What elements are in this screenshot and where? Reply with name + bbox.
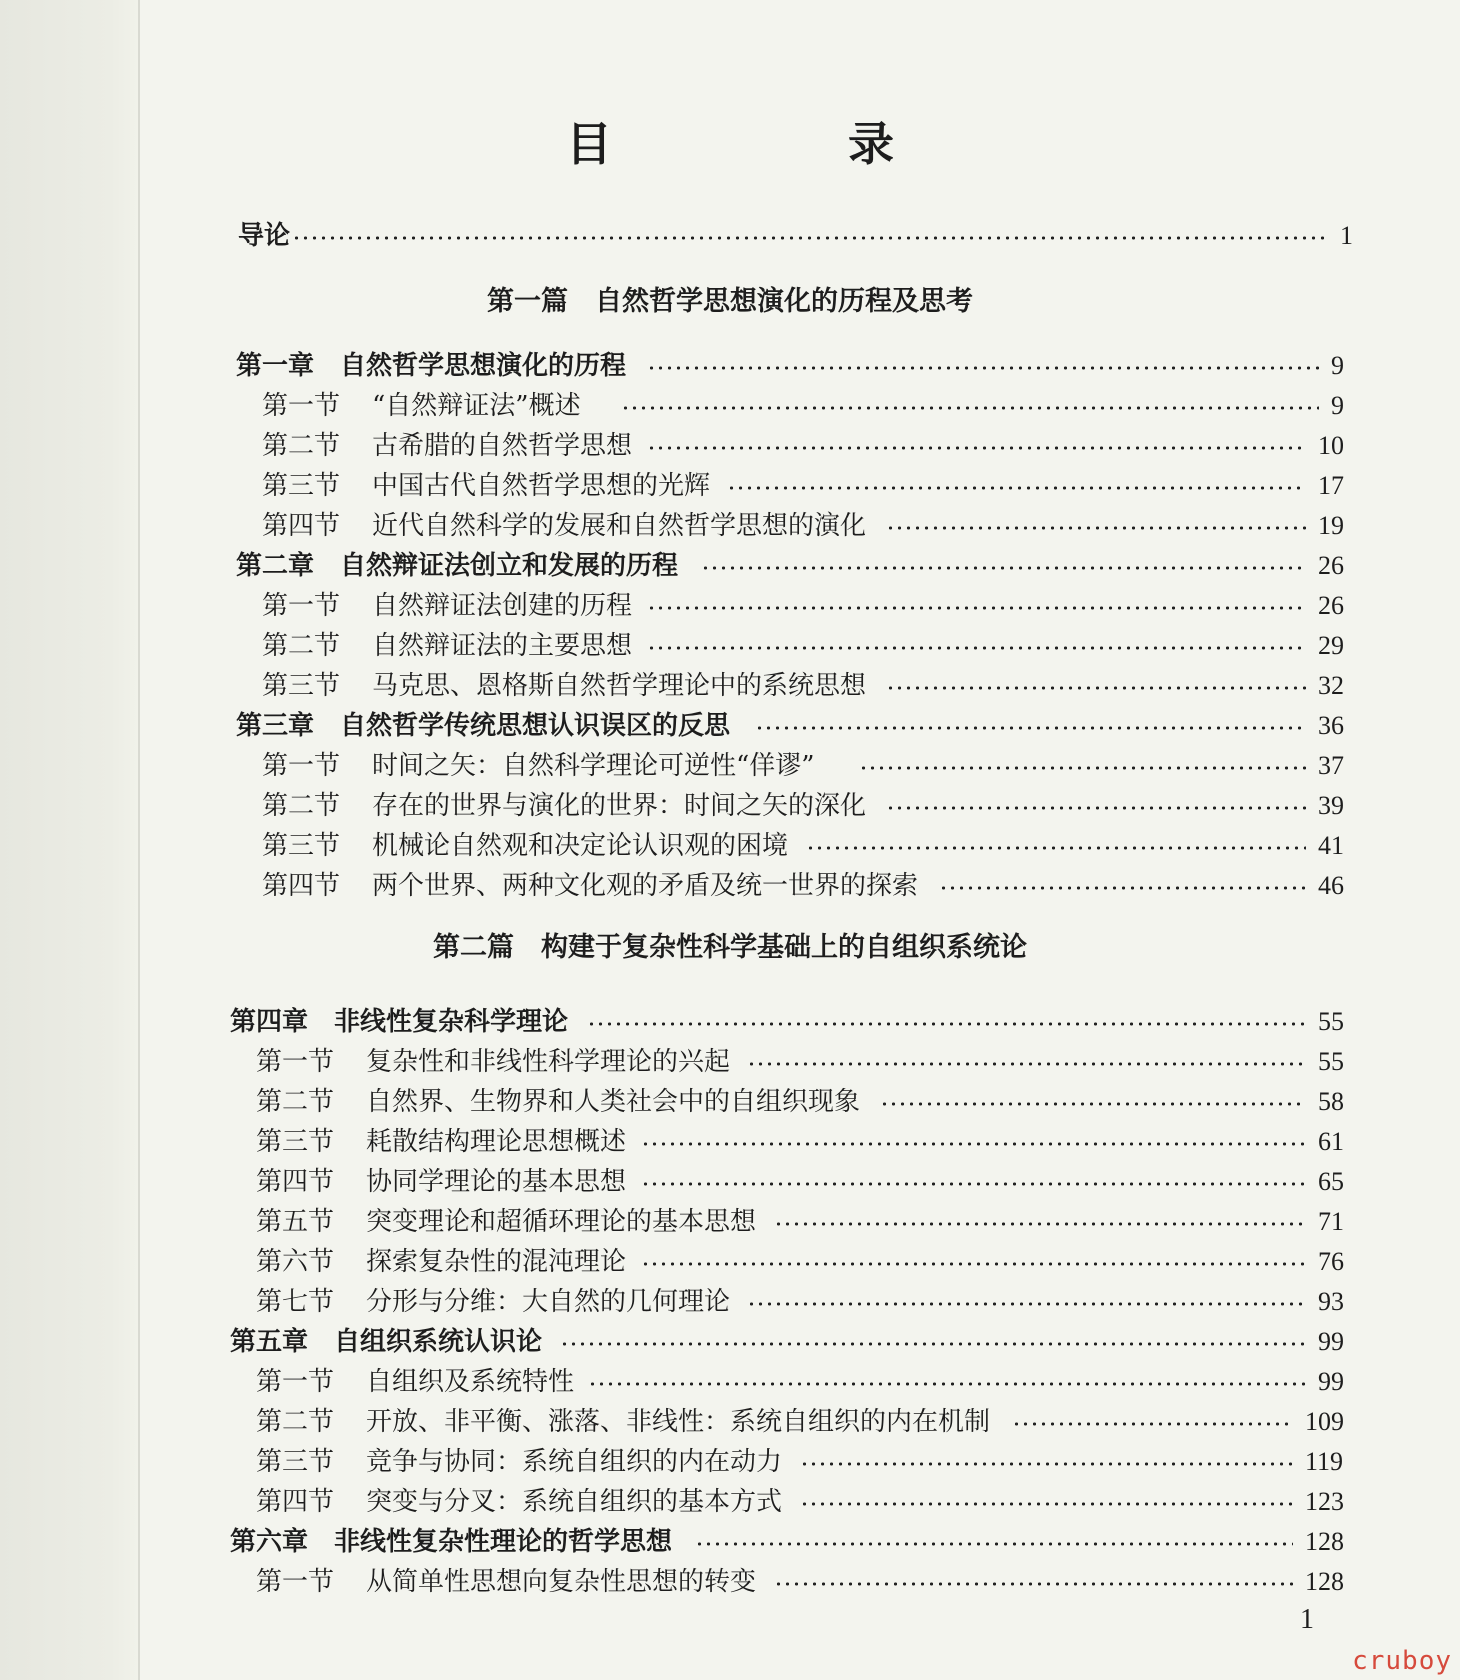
toc-page-number: 9 — [1331, 351, 1344, 380]
toc-page-number: 41 — [1318, 831, 1344, 860]
leader-dots — [727, 486, 1307, 490]
toc-page-number: 58 — [1318, 1087, 1344, 1116]
toc-page-number: 39 — [1318, 791, 1344, 820]
page-title: 目 录 — [565, 117, 1004, 171]
toc-section-number: 第一节 — [262, 591, 341, 621]
leader-dots — [560, 1342, 1306, 1346]
toc-page-number: 99 — [1318, 1327, 1344, 1356]
part-heading-1: 第一篇 自然哲学思想演化的历程及思考 — [487, 286, 973, 317]
toc-section-title: 耗散结构理论思想概述 — [366, 1127, 627, 1157]
toc-page-number: 37 — [1318, 751, 1344, 780]
toc-section-number: 第二节 — [256, 1407, 335, 1437]
toc-section-title: 开放、非平衡、涨落、非线性：系统自组织的内在机制 — [366, 1407, 991, 1437]
toc-page-number: 61 — [1318, 1127, 1344, 1156]
leader-dots — [886, 686, 1307, 690]
leader-dots — [747, 1302, 1306, 1306]
toc-section-number: 第七节 — [256, 1287, 335, 1317]
toc-section-number: 第一节 — [262, 751, 341, 781]
toc-section-number: 第一节 — [262, 391, 341, 421]
toc-chapter-title: 第二章 自然辩证法创立和发展的历程 — [236, 551, 679, 581]
leader-dots — [647, 446, 1306, 450]
toc-page-number: 99 — [1318, 1367, 1344, 1396]
leader-dots — [292, 236, 1327, 240]
toc-page-number: 17 — [1318, 471, 1344, 500]
toc-intro-label: 导论 — [238, 221, 291, 251]
toc-section-title: 时间之矢：自然科学理论可逆性“佯谬” — [372, 751, 815, 781]
leader-dots — [747, 1062, 1306, 1066]
toc-chapter-row[interactable] — [0, 1322, 1460, 1362]
toc-section-number: 第五节 — [256, 1207, 335, 1237]
toc-section-row[interactable] — [0, 626, 1460, 666]
toc-section-row[interactable] — [0, 426, 1460, 466]
toc-chapter-title: 第六章 非线性复杂性理论的哲学思想 — [230, 1527, 673, 1557]
toc-chapter-row[interactable] — [0, 706, 1460, 746]
toc-section-row[interactable] — [0, 1162, 1460, 1202]
toc-section-row[interactable] — [0, 586, 1460, 626]
toc-section-number: 第一节 — [256, 1047, 335, 1077]
toc-section-row[interactable] — [0, 786, 1460, 826]
toc-section-title: 自然界、生物界和人类社会中的自组织现象 — [366, 1087, 861, 1117]
leader-dots — [880, 1102, 1307, 1106]
leader-dots — [1012, 1422, 1293, 1426]
toc-section-title: 机械论自然观和决定论认识观的困境 — [372, 831, 789, 861]
toc-page-number: 119 — [1305, 1447, 1344, 1476]
toc-page-number: 19 — [1318, 511, 1344, 540]
toc-page-number: 65 — [1318, 1167, 1344, 1196]
leader-dots — [800, 1502, 1293, 1506]
toc-section-title: 分形与分维：大自然的几何理论 — [366, 1287, 731, 1317]
toc-section-title: 自然辩证法的主要思想 — [372, 631, 633, 661]
toc-section-number: 第二节 — [262, 631, 341, 661]
leader-dots — [800, 1462, 1293, 1466]
toc-page-number: 93 — [1318, 1287, 1344, 1316]
toc-chapter-row[interactable] — [0, 546, 1460, 586]
toc-section-title: 近代自然科学的发展和自然哲学思想的演化 — [372, 511, 867, 541]
toc-section-title: 竞争与协同：系统自组织的内在动力 — [366, 1447, 783, 1477]
toc-section-number: 第一节 — [256, 1567, 335, 1597]
toc-section-row[interactable] — [0, 1482, 1460, 1522]
toc-page-number: 71 — [1318, 1207, 1344, 1236]
leader-dots — [647, 366, 1319, 370]
toc-section-title: 中国古代自然哲学思想的光辉 — [372, 471, 711, 501]
toc-section-number: 第二节 — [256, 1087, 335, 1117]
toc-section-number: 第一节 — [256, 1367, 335, 1397]
leader-dots — [755, 726, 1306, 730]
leader-dots — [859, 766, 1306, 770]
toc-section-title: 存在的世界与演化的世界：时间之矢的深化 — [372, 791, 867, 821]
toc-section-row[interactable] — [0, 826, 1460, 866]
leader-dots — [641, 1182, 1306, 1186]
toc-chapter-row[interactable] — [0, 346, 1460, 386]
toc-section-title: 突变与分叉：系统自组织的基本方式 — [366, 1487, 783, 1517]
leader-dots — [641, 1142, 1306, 1146]
toc-section-row[interactable] — [0, 1442, 1460, 1482]
toc-page-number: 128 — [1305, 1567, 1344, 1596]
toc-section-title: 自组织及系统特性 — [366, 1367, 575, 1397]
toc-chapter-title: 第五章 自组织系统认识论 — [230, 1327, 543, 1357]
toc-section-number: 第四节 — [262, 871, 341, 901]
leader-dots — [774, 1582, 1294, 1586]
toc-chapter-title: 第四章 非线性复杂科学理论 — [230, 1007, 569, 1037]
leader-dots — [886, 806, 1307, 810]
toc-page-number: 29 — [1318, 631, 1344, 660]
toc-section-number: 第四节 — [256, 1167, 335, 1197]
toc-page-number: 26 — [1318, 591, 1344, 620]
toc-intro-page: 1 — [1340, 221, 1353, 250]
toc-chapter-row[interactable] — [0, 1002, 1460, 1042]
toc-section-number: 第三节 — [262, 471, 341, 501]
toc-intro-row[interactable] — [0, 216, 1460, 256]
toc-page-number: 76 — [1318, 1247, 1344, 1276]
toc-section-row[interactable] — [0, 1122, 1460, 1162]
toc-section-row[interactable] — [0, 1082, 1460, 1122]
page-number: 1 — [1300, 1604, 1314, 1635]
leader-dots — [587, 1022, 1306, 1026]
toc-section-title: 古希腊的自然哲学思想 — [372, 431, 633, 461]
toc-chapter-title: 第一章 自然哲学思想演化的历程 — [236, 351, 627, 381]
toc-section-number: 第四节 — [262, 511, 341, 541]
toc-section-title: 突变理论和超循环理论的基本思想 — [366, 1207, 757, 1237]
toc-section-title: 探索复杂性的混沌理论 — [366, 1247, 627, 1277]
toc-section-title: 两个世界、两种文化观的矛盾及统一世界的探索 — [372, 871, 919, 901]
toc-section-number: 第三节 — [262, 671, 341, 701]
toc-section-title: 马克思、恩格斯自然哲学理论中的系统思想 — [372, 671, 867, 701]
toc-section-number: 第六节 — [256, 1247, 335, 1277]
toc-section-row[interactable] — [0, 386, 1460, 426]
toc-section-row[interactable] — [0, 1242, 1460, 1282]
toc-page-number: 55 — [1318, 1047, 1344, 1076]
toc-page-number: 109 — [1305, 1407, 1344, 1436]
leader-dots — [647, 606, 1306, 610]
leader-dots — [621, 406, 1320, 410]
toc-page-number: 32 — [1318, 671, 1344, 700]
leader-dots — [886, 526, 1307, 530]
toc-section-title: 自然辩证法创建的历程 — [372, 591, 633, 621]
toc-chapter-title: 第三章 自然哲学传统思想认识误区的反思 — [236, 711, 731, 741]
part-heading-2: 第二篇 构建于复杂性科学基础上的自组织系统论 — [433, 932, 1027, 963]
toc-section-row[interactable] — [0, 466, 1460, 506]
toc-page-number: 55 — [1318, 1007, 1344, 1036]
toc-page-number: 46 — [1318, 871, 1344, 900]
leader-dots — [647, 646, 1306, 650]
watermark-text: cruboy — [1352, 1646, 1452, 1676]
toc-section-row[interactable] — [0, 1562, 1460, 1602]
toc-page-number: 10 — [1318, 431, 1344, 460]
toc-section-title: 协同学理论的基本思想 — [366, 1167, 627, 1197]
toc-section-row[interactable] — [0, 1402, 1460, 1442]
toc-section-row[interactable] — [0, 1202, 1460, 1242]
toc-page-number: 26 — [1318, 551, 1344, 580]
toc-page-number: 9 — [1331, 391, 1344, 420]
toc-section-number: 第三节 — [256, 1447, 335, 1477]
toc-section-row[interactable] — [0, 1042, 1460, 1082]
toc-page-number: 128 — [1305, 1527, 1344, 1556]
toc-section-row[interactable] — [0, 506, 1460, 546]
toc-section-number: 第三节 — [262, 831, 341, 861]
toc-section-number: 第四节 — [256, 1487, 335, 1517]
toc-section-row[interactable] — [0, 866, 1460, 906]
toc-chapter-row[interactable] — [0, 1522, 1460, 1562]
leader-dots — [641, 1262, 1306, 1266]
leader-dots — [588, 1382, 1306, 1386]
toc-section-number: 第三节 — [256, 1127, 335, 1157]
toc-section-title: 复杂性和非线性科学理论的兴起 — [366, 1047, 731, 1077]
leader-dots — [806, 846, 1306, 850]
toc-section-row[interactable] — [0, 1282, 1460, 1322]
toc-section-title: 从简单性思想向复杂性思想的转变 — [366, 1567, 757, 1597]
toc-page-number: 36 — [1318, 711, 1344, 740]
toc-section-row[interactable] — [0, 746, 1460, 786]
leader-dots — [774, 1222, 1307, 1226]
leader-dots — [939, 886, 1307, 890]
toc-page-number: 123 — [1305, 1487, 1344, 1516]
leader-dots — [701, 566, 1306, 570]
toc-section-row[interactable] — [0, 666, 1460, 706]
toc-section-number: 第二节 — [262, 791, 341, 821]
leader-dots — [695, 1542, 1293, 1546]
toc-section-number: 第二节 — [262, 431, 341, 461]
toc-section-row[interactable] — [0, 1362, 1460, 1402]
toc-section-title: “自然辩证法”概述 — [372, 391, 581, 421]
